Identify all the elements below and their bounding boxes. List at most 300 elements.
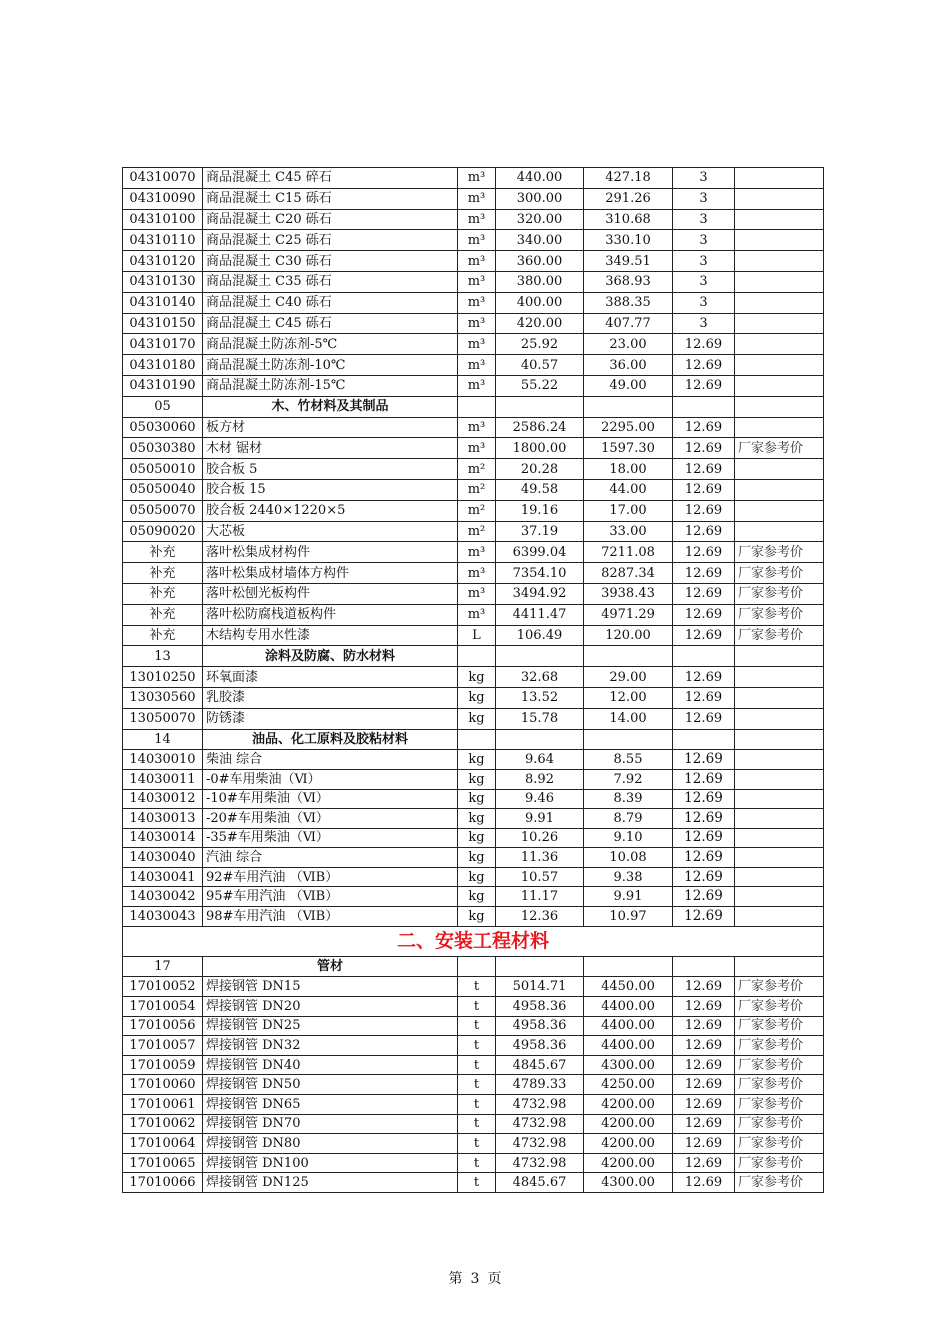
item-code: 补充 [123,583,203,604]
table-row [123,867,824,887]
tax-exclusive-price: 120.00 [584,625,673,646]
item-unit: t [458,1075,496,1095]
item-unit: t [458,1036,496,1056]
item-note [735,867,824,887]
item-unit: m³ [458,209,496,230]
item-name: 防锈漆 [203,708,458,729]
tax-inclusive-price: 4958.36 [496,997,584,1017]
empty-cell [458,396,496,417]
item-code: 14030041 [123,867,203,887]
tax-inclusive-price: 10.57 [496,867,584,887]
empty-cell [584,396,673,417]
tax-inclusive-price: 1800.00 [496,438,584,459]
item-code: 04310090 [123,188,203,209]
tax-inclusive-price: 15.78 [496,708,584,729]
item-name: 焊接钢管 DN65 [203,1095,458,1115]
tax-exclusive-price: 10.97 [584,907,673,927]
section-title: 二、安装工程材料 [123,926,824,956]
table-row [123,848,824,868]
tax-exclusive-price: 4400.00 [584,1036,673,1056]
table-row [123,459,824,480]
tax-rate: 3 [673,209,735,230]
item-name: 落叶松集成材构件 [203,542,458,563]
empty-cell [496,396,584,417]
empty-cell [673,729,735,750]
tax-exclusive-price: 4300.00 [584,1173,673,1193]
tax-inclusive-price: 340.00 [496,230,584,251]
category-code: 17 [123,956,203,977]
table-row [123,168,824,189]
tax-exclusive-price: 8.79 [584,809,673,829]
tax-rate: 12.69 [673,521,735,542]
item-name: 商品混凝土 C25 砾石 [203,230,458,251]
category-row [123,396,824,417]
empty-cell [584,956,673,977]
tax-inclusive-price: 6399.04 [496,542,584,563]
item-unit: kg [458,769,496,789]
empty-cell [458,646,496,667]
item-code: 14030040 [123,848,203,868]
item-unit: m³ [458,542,496,563]
tax-rate: 12.69 [673,708,735,729]
tax-inclusive-price: 106.49 [496,625,584,646]
item-code: 17010052 [123,977,203,997]
tax-exclusive-price: 1597.30 [584,438,673,459]
empty-cell [584,729,673,750]
category-title: 油品、化工原料及胶粘材料 [203,729,458,750]
empty-cell [735,956,824,977]
tax-exclusive-price: 4200.00 [584,1114,673,1134]
item-unit: m³ [458,355,496,376]
tax-inclusive-price: 5014.71 [496,977,584,997]
item-code: 17010065 [123,1153,203,1173]
tax-rate: 3 [673,292,735,313]
item-code: 13010250 [123,667,203,688]
item-note: 厂家参考价 [735,604,824,625]
table-row [123,828,824,848]
item-name: -35#车用柴油（Ⅵ） [203,828,458,848]
item-code: 补充 [123,625,203,646]
tax-rate: 12.69 [673,887,735,907]
item-code: 17010056 [123,1016,203,1036]
table-row [123,375,824,396]
table-row [123,1016,824,1036]
empty-cell [673,396,735,417]
table-row [123,251,824,272]
item-note [735,417,824,438]
tax-inclusive-price: 40.57 [496,355,584,376]
table-row [123,604,824,625]
item-code: 04310070 [123,168,203,189]
tax-exclusive-price: 33.00 [584,521,673,542]
item-name: 木结构专用水性漆 [203,625,458,646]
table-row [123,687,824,708]
category-row [123,956,824,977]
table-row [123,997,824,1017]
table-row [123,188,824,209]
category-code: 05 [123,396,203,417]
item-unit: m³ [458,251,496,272]
item-name: 焊接钢管 DN50 [203,1075,458,1095]
tax-inclusive-price: 440.00 [496,168,584,189]
item-note [735,887,824,907]
item-unit: kg [458,809,496,829]
tax-rate: 12.69 [673,375,735,396]
item-name: 胶合板 5 [203,459,458,480]
table-row [123,769,824,789]
item-unit: m³ [458,313,496,334]
item-note: 厂家参考价 [735,1153,824,1173]
item-name: 焊接钢管 DN20 [203,997,458,1017]
tax-inclusive-price: 11.17 [496,887,584,907]
tax-exclusive-price: 14.00 [584,708,673,729]
empty-cell [496,956,584,977]
item-name: 商品混凝土 C35 砾石 [203,271,458,292]
tax-rate: 12.69 [673,355,735,376]
tax-exclusive-price: 7211.08 [584,542,673,563]
item-note [735,828,824,848]
tax-exclusive-price: 8.55 [584,750,673,770]
category-title: 管材 [203,956,458,977]
table-row [123,521,824,542]
item-name: 商品混凝土防冻剂-10℃ [203,355,458,376]
item-unit: m³ [458,417,496,438]
table-row [123,1055,824,1075]
tax-inclusive-price: 9.91 [496,809,584,829]
item-note: 厂家参考价 [735,997,824,1017]
tax-rate: 3 [673,251,735,272]
tax-rate: 12.69 [673,563,735,584]
item-note [735,667,824,688]
table-row [123,479,824,500]
item-note [735,769,824,789]
tax-rate: 12.69 [673,867,735,887]
table-row [123,750,824,770]
item-code: 05050070 [123,500,203,521]
page-number: 3 [470,1271,480,1287]
tax-exclusive-price: 9.10 [584,828,673,848]
item-name: 商品混凝土 C30 砾石 [203,251,458,272]
item-note [735,809,824,829]
tax-rate: 12.69 [673,479,735,500]
category-code: 13 [123,646,203,667]
table-row [123,1173,824,1193]
item-note [735,355,824,376]
tax-exclusive-price: 17.00 [584,500,673,521]
category-title: 木、竹材料及其制品 [203,396,458,417]
item-name: 92#车用汽油 （ⅥB） [203,867,458,887]
table-row [123,667,824,688]
tax-exclusive-price: 49.00 [584,375,673,396]
tax-inclusive-price: 4732.98 [496,1114,584,1134]
empty-cell [496,729,584,750]
tax-exclusive-price: 9.38 [584,867,673,887]
tax-inclusive-price: 55.22 [496,375,584,396]
item-name: -10#车用柴油（Ⅵ） [203,789,458,809]
item-code: 05030060 [123,417,203,438]
table-row [123,1134,824,1154]
tax-inclusive-price: 25.92 [496,334,584,355]
tax-rate: 12.69 [673,1075,735,1095]
tax-inclusive-price: 9.46 [496,789,584,809]
item-name: 木材 锯材 [203,438,458,459]
tax-inclusive-price: 4845.67 [496,1173,584,1193]
item-name: 环氧面漆 [203,667,458,688]
tax-exclusive-price: 4300.00 [584,1055,673,1075]
item-note [735,292,824,313]
tax-exclusive-price: 407.77 [584,313,673,334]
tax-rate: 12.69 [673,809,735,829]
tax-exclusive-price: 44.00 [584,479,673,500]
tax-exclusive-price: 7.92 [584,769,673,789]
category-row [123,729,824,750]
category-title: 涂料及防腐、防水材料 [203,646,458,667]
item-note [735,789,824,809]
tax-inclusive-price: 8.92 [496,769,584,789]
item-name: 焊接钢管 DN125 [203,1173,458,1193]
item-code: 04310150 [123,313,203,334]
tax-exclusive-price: 4200.00 [584,1134,673,1154]
tax-inclusive-price: 10.26 [496,828,584,848]
tax-rate: 3 [673,188,735,209]
item-name: 商品混凝土 C20 砾石 [203,209,458,230]
item-code: 04310180 [123,355,203,376]
item-code: 05090020 [123,521,203,542]
tax-inclusive-price: 4958.36 [496,1016,584,1036]
item-unit: kg [458,907,496,927]
item-code: 04310170 [123,334,203,355]
tax-rate: 12.69 [673,1114,735,1134]
tax-rate: 12.69 [673,500,735,521]
tax-inclusive-price: 7354.10 [496,563,584,584]
section-title-row [123,926,824,956]
table-row [123,209,824,230]
table-row [123,417,824,438]
item-code: 17010054 [123,997,203,1017]
tax-inclusive-price: 20.28 [496,459,584,480]
item-unit: m² [458,459,496,480]
item-code: 04310190 [123,375,203,396]
tax-rate: 12.69 [673,604,735,625]
empty-cell [673,646,735,667]
tax-rate: 3 [673,271,735,292]
item-name: 焊接钢管 DN15 [203,977,458,997]
item-note: 厂家参考价 [735,1055,824,1075]
tax-rate: 12.69 [673,828,735,848]
item-name: 汽油 综合 [203,848,458,868]
item-unit: m³ [458,271,496,292]
item-unit: m³ [458,292,496,313]
tax-rate: 12.69 [673,1055,735,1075]
table-row [123,438,824,459]
item-unit: kg [458,848,496,868]
item-code: 补充 [123,542,203,563]
table-row [123,271,824,292]
tax-rate: 12.69 [673,667,735,688]
item-note [735,687,824,708]
item-code: 04310140 [123,292,203,313]
category-code: 14 [123,729,203,750]
item-note [735,230,824,251]
table-row [123,583,824,604]
tax-exclusive-price: 8287.34 [584,563,673,584]
item-note [735,750,824,770]
item-note [735,848,824,868]
tax-inclusive-price: 9.64 [496,750,584,770]
tax-rate: 12.69 [673,542,735,563]
table-row [123,708,824,729]
item-name: 焊接钢管 DN70 [203,1114,458,1134]
item-unit: m² [458,521,496,542]
item-note [735,500,824,521]
empty-cell [735,729,824,750]
tax-inclusive-price: 4958.36 [496,1036,584,1056]
item-name: 焊接钢管 DN80 [203,1134,458,1154]
item-note: 厂家参考价 [735,1173,824,1193]
item-unit: m³ [458,583,496,604]
page-footer [0,1268,950,1288]
item-unit: t [458,1095,496,1115]
empty-cell [584,646,673,667]
table-row [123,292,824,313]
tax-rate: 12.69 [673,459,735,480]
table-row [123,230,824,251]
tax-inclusive-price: 380.00 [496,271,584,292]
item-unit: kg [458,867,496,887]
item-code: 补充 [123,563,203,584]
tax-exclusive-price: 349.51 [584,251,673,272]
item-note [735,313,824,334]
tax-rate: 12.69 [673,1134,735,1154]
tax-exclusive-price: 12.00 [584,687,673,708]
empty-cell [735,396,824,417]
item-code: 补充 [123,604,203,625]
table-row [123,907,824,927]
category-row [123,646,824,667]
item-code: 14030014 [123,828,203,848]
tax-inclusive-price: 4845.67 [496,1055,584,1075]
footer-prefix: 第 [448,1271,463,1287]
item-name: 柴油 综合 [203,750,458,770]
item-unit: t [458,977,496,997]
item-unit: kg [458,887,496,907]
item-note: 厂家参考价 [735,1075,824,1095]
item-code: 14030013 [123,809,203,829]
tax-rate: 12.69 [673,907,735,927]
item-unit: L [458,625,496,646]
empty-cell [673,956,735,977]
item-note: 厂家参考价 [735,1016,824,1036]
item-name: 焊接钢管 DN32 [203,1036,458,1056]
item-code: 17010059 [123,1055,203,1075]
item-unit: kg [458,789,496,809]
tax-rate: 3 [673,168,735,189]
tax-exclusive-price: 3938.43 [584,583,673,604]
tax-rate: 12.69 [673,997,735,1017]
table-row [123,1153,824,1173]
item-note [735,334,824,355]
item-note [735,168,824,189]
tax-inclusive-price: 49.58 [496,479,584,500]
item-unit: kg [458,708,496,729]
item-note: 厂家参考价 [735,583,824,604]
table-row [123,887,824,907]
tax-exclusive-price: 4400.00 [584,997,673,1017]
item-unit: m³ [458,438,496,459]
price-table [122,167,824,1193]
table-row [123,355,824,376]
item-name: 商品混凝土 C45 碎石 [203,168,458,189]
item-unit: kg [458,828,496,848]
tax-rate: 12.69 [673,977,735,997]
item-unit: m³ [458,375,496,396]
tax-exclusive-price: 4250.00 [584,1075,673,1095]
tax-inclusive-price: 13.52 [496,687,584,708]
tax-inclusive-price: 3494.92 [496,583,584,604]
tax-inclusive-price: 4732.98 [496,1134,584,1154]
table-row [123,313,824,334]
tax-exclusive-price: 29.00 [584,667,673,688]
tax-inclusive-price: 420.00 [496,313,584,334]
item-note [735,209,824,230]
item-name: 98#车用汽油 （ⅥB） [203,907,458,927]
item-name: 焊接钢管 DN25 [203,1016,458,1036]
tax-rate: 12.69 [673,1036,735,1056]
tax-exclusive-price: 4200.00 [584,1095,673,1115]
footer-suffix: 页 [487,1271,502,1287]
item-code: 17010066 [123,1173,203,1193]
tax-rate: 3 [673,313,735,334]
item-code: 14030012 [123,789,203,809]
item-code: 14030042 [123,887,203,907]
item-unit: t [458,1055,496,1075]
item-name: 板方材 [203,417,458,438]
table-row [123,542,824,563]
table-row [123,977,824,997]
item-unit: kg [458,667,496,688]
item-unit: m³ [458,334,496,355]
tax-exclusive-price: 8.39 [584,789,673,809]
item-note [735,459,824,480]
item-name: 落叶松刨光板构件 [203,583,458,604]
item-name: 商品混凝土防冻剂-15℃ [203,375,458,396]
tax-exclusive-price: 427.18 [584,168,673,189]
tax-exclusive-price: 36.00 [584,355,673,376]
item-code: 05050040 [123,479,203,500]
item-note [735,271,824,292]
item-code: 14030011 [123,769,203,789]
item-unit: m² [458,479,496,500]
table-row [123,563,824,584]
item-unit: t [458,997,496,1017]
item-code: 04310120 [123,251,203,272]
tax-exclusive-price: 330.10 [584,230,673,251]
tax-exclusive-price: 388.35 [584,292,673,313]
tax-rate: 12.69 [673,750,735,770]
tax-inclusive-price: 2586.24 [496,417,584,438]
item-note [735,708,824,729]
tax-rate: 12.69 [673,583,735,604]
item-note [735,188,824,209]
item-code: 17010061 [123,1095,203,1115]
item-unit: t [458,1016,496,1036]
item-name: 乳胶漆 [203,687,458,708]
item-note: 厂家参考价 [735,1134,824,1154]
tax-inclusive-price: 360.00 [496,251,584,272]
item-note: 厂家参考价 [735,563,824,584]
tax-inclusive-price: 320.00 [496,209,584,230]
tax-exclusive-price: 368.93 [584,271,673,292]
